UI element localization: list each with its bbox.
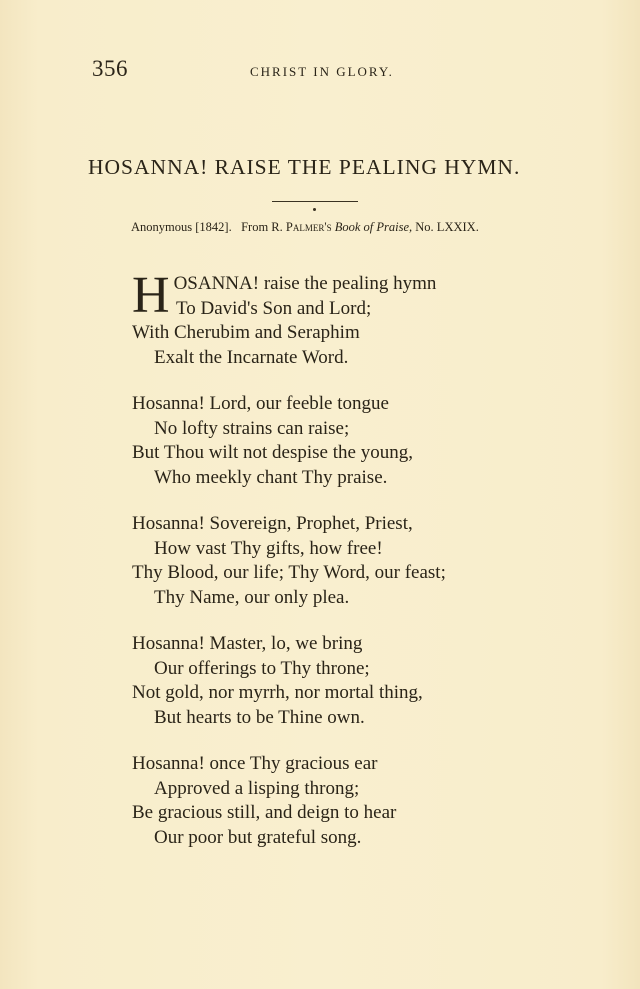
attribution-author: Anonymous [1842]. bbox=[131, 220, 232, 234]
stanza bbox=[132, 752, 572, 850]
attribution-editor: Palmer's bbox=[285, 220, 332, 234]
attribution-book: Book of Praise, bbox=[334, 220, 413, 234]
attribution-from: From R. bbox=[241, 220, 283, 234]
title-ornament bbox=[313, 208, 316, 211]
poem-line: Our poor but grateful song. bbox=[154, 826, 362, 848]
attribution-number: No. LXXIX. bbox=[415, 220, 479, 234]
poem-line: Approved a lisping throng; bbox=[154, 777, 360, 799]
poem-line: Who meekly chant Thy praise. bbox=[154, 466, 388, 488]
poem-line: With Cherubim and Seraphim bbox=[132, 322, 360, 343]
stanza bbox=[132, 392, 572, 490]
poem-line: Thy Blood, our life; Thy Word, our feast; bbox=[132, 562, 446, 583]
poem-line: Hosanna! Lord, our feeble tongue bbox=[132, 393, 389, 414]
poem-line: But hearts to be Thine own. bbox=[154, 706, 365, 728]
stanza bbox=[132, 512, 572, 610]
first-line-text: OSANNA! raise the pealing hymn bbox=[173, 273, 437, 294]
hymn-title: HOSANNA! RAISE THE PEALING HYMN. bbox=[88, 155, 521, 179]
stanza bbox=[132, 267, 572, 370]
stanza bbox=[132, 632, 572, 730]
poem-line: No lofty strains can raise; bbox=[154, 417, 350, 439]
poem-line: Not gold, nor myrrh, nor mortal thing, bbox=[132, 682, 423, 703]
poem-line: Hosanna! Sovereign, Prophet, Priest, bbox=[132, 513, 413, 534]
page-number: 356 bbox=[92, 56, 128, 81]
poem-line: Thy Name, our only plea. bbox=[154, 586, 350, 608]
poem-line: Hosanna! Master, lo, we bring bbox=[132, 633, 363, 654]
poem bbox=[132, 267, 572, 872]
poem-line: Our offerings to Thy throne; bbox=[154, 657, 370, 679]
poem-line: How vast Thy gifts, how free! bbox=[154, 537, 383, 559]
drop-cap: H bbox=[132, 267, 170, 324]
running-head: CHRIST IN GLORY. bbox=[250, 64, 394, 79]
title-rule bbox=[272, 201, 358, 202]
attribution bbox=[131, 220, 479, 235]
poem-line: To David's Son and Lord; bbox=[176, 297, 372, 319]
poem-line: But Thou wilt not despise the young, bbox=[132, 442, 413, 463]
poem-line: Be gracious still, and deign to hear bbox=[132, 802, 397, 823]
poem-line: Hosanna! once Thy gracious ear bbox=[132, 753, 378, 774]
poem-line: Exalt the Incarnate Word. bbox=[154, 346, 349, 368]
